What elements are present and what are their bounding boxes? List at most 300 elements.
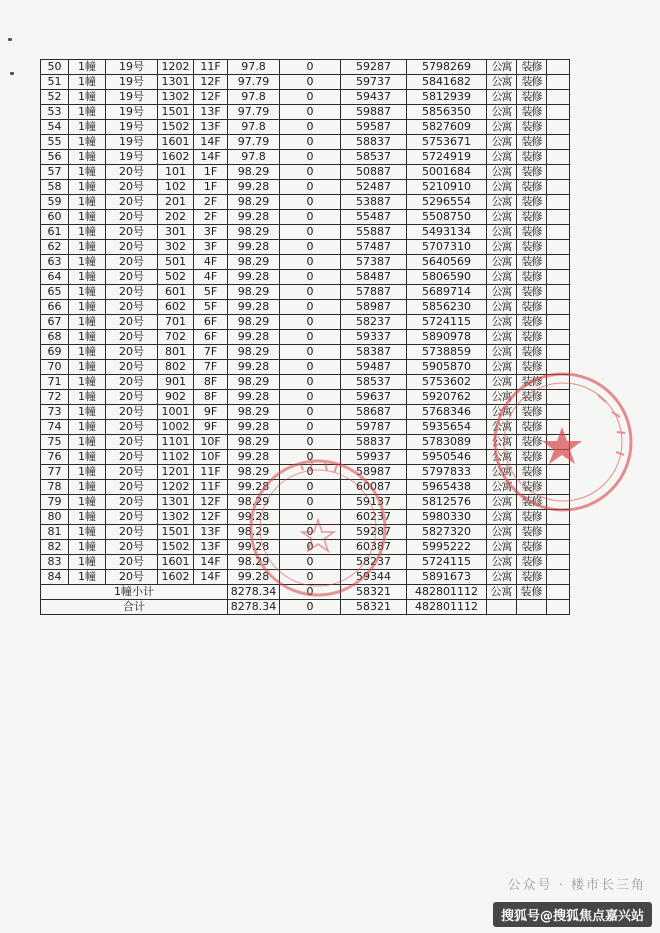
cell-finish: 装修 <box>517 270 547 285</box>
cell-type: 公寓 <box>487 540 517 555</box>
cell-finish: 装修 <box>517 390 547 405</box>
cell-unit-no: 20号 <box>106 495 158 510</box>
table-row <box>41 495 570 510</box>
cell-type: 公寓 <box>487 210 517 225</box>
cell-type: 公寓 <box>487 315 517 330</box>
cell-floor: 4F <box>194 255 228 270</box>
cell-floor: 9F <box>194 420 228 435</box>
cell-total-price: 5798269 <box>407 60 487 75</box>
cell-finish: 装修 <box>517 225 547 240</box>
cell-total-price: 5783089 <box>407 435 487 450</box>
table-cell-empty <box>547 360 570 375</box>
cell-type: 公寓 <box>487 420 517 435</box>
cell-unit-price: 52487 <box>341 180 407 195</box>
cell-total-price: 5738859 <box>407 345 487 360</box>
cell-finish: 装修 <box>517 315 547 330</box>
cell-unit-no: 20号 <box>106 285 158 300</box>
cell-area: 98.29 <box>228 195 280 210</box>
table-cell-empty <box>547 195 570 210</box>
cell-area: 97.8 <box>228 90 280 105</box>
table-cell-empty <box>547 450 570 465</box>
subtotal-price: 58321 <box>341 585 407 600</box>
cell-area: 99.28 <box>228 540 280 555</box>
table-cell-empty <box>547 210 570 225</box>
cell-type: 公寓 <box>487 300 517 315</box>
cell-col7: 0 <box>280 255 341 270</box>
table-cell-empty <box>487 600 517 615</box>
table-cell-empty <box>547 390 570 405</box>
table-row <box>41 270 570 285</box>
cell-finish: 装修 <box>517 405 547 420</box>
cell-room-no: 601 <box>158 285 194 300</box>
cell-row-no: 67 <box>41 315 69 330</box>
table-cell-empty <box>517 600 547 615</box>
cell-building: 1幢 <box>69 195 106 210</box>
cell-unit-price: 59287 <box>341 525 407 540</box>
cell-row-no: 76 <box>41 450 69 465</box>
cell-col7: 0 <box>280 420 341 435</box>
cell-col7: 0 <box>280 300 341 315</box>
cell-col7: 0 <box>280 330 341 345</box>
cell-unit-price: 58837 <box>341 435 407 450</box>
cell-row-no: 70 <box>41 360 69 375</box>
cell-floor: 14F <box>194 135 228 150</box>
cell-finish: 装修 <box>517 555 547 570</box>
cell-unit-price: 59437 <box>341 90 407 105</box>
cell-room-no: 101 <box>158 165 194 180</box>
cell-col7: 0 <box>280 510 341 525</box>
cell-col7: 0 <box>280 270 341 285</box>
cell-room-no: 201 <box>158 195 194 210</box>
cell-total-price: 5001684 <box>407 165 487 180</box>
cell-row-no: 61 <box>41 225 69 240</box>
cell-total-price: 5724919 <box>407 150 487 165</box>
cell-type: 公寓 <box>487 195 517 210</box>
cell-area: 98.29 <box>228 345 280 360</box>
cell-room-no: 701 <box>158 315 194 330</box>
cell-building: 1幢 <box>69 150 106 165</box>
cell-col7: 0 <box>280 555 341 570</box>
cell-finish: 装修 <box>517 525 547 540</box>
cell-floor: 13F <box>194 120 228 135</box>
cell-room-no: 1101 <box>158 435 194 450</box>
cell-unit-price: 59787 <box>341 420 407 435</box>
table-row <box>41 465 570 480</box>
cell-unit-price: 58687 <box>341 405 407 420</box>
cell-type: 公寓 <box>487 105 517 120</box>
cell-finish: 装修 <box>517 300 547 315</box>
cell-unit-price: 59737 <box>341 75 407 90</box>
cell-unit-price: 58537 <box>341 375 407 390</box>
table-row <box>41 555 570 570</box>
cell-building: 1幢 <box>69 60 106 75</box>
cell-col7: 0 <box>280 60 341 75</box>
cell-unit-no: 20号 <box>106 540 158 555</box>
cell-row-no: 73 <box>41 405 69 420</box>
cell-unit-no: 20号 <box>106 330 158 345</box>
cell-finish: 装修 <box>517 90 547 105</box>
cell-building: 1幢 <box>69 225 106 240</box>
cell-finish: 装修 <box>517 450 547 465</box>
cell-finish: 装修 <box>517 120 547 135</box>
cell-type: 公寓 <box>487 555 517 570</box>
cell-row-no: 83 <box>41 555 69 570</box>
subtotal-type: 公寓 <box>487 585 517 600</box>
cell-room-no: 102 <box>158 180 194 195</box>
cell-unit-price: 59637 <box>341 390 407 405</box>
table-cell-empty <box>547 330 570 345</box>
cell-total-price: 5724115 <box>407 555 487 570</box>
table-row <box>41 450 570 465</box>
cell-unit-price: 55487 <box>341 210 407 225</box>
cell-unit-no: 20号 <box>106 210 158 225</box>
cell-total-price: 5806590 <box>407 270 487 285</box>
table-cell-empty <box>547 285 570 300</box>
cell-area: 98.29 <box>228 315 280 330</box>
cell-area: 98.29 <box>228 255 280 270</box>
cell-room-no: 802 <box>158 360 194 375</box>
cell-type: 公寓 <box>487 180 517 195</box>
watermark: 公众号 · 楼市长三角 <box>507 878 646 893</box>
cell-floor: 1F <box>194 165 228 180</box>
cell-floor: 13F <box>194 540 228 555</box>
cell-type: 公寓 <box>487 495 517 510</box>
cell-area: 98.29 <box>228 225 280 240</box>
cell-area: 99.28 <box>228 360 280 375</box>
cell-finish: 装修 <box>517 150 547 165</box>
cell-finish: 装修 <box>517 105 547 120</box>
table-cell-empty <box>547 345 570 360</box>
cell-unit-price: 57387 <box>341 255 407 270</box>
cell-col7: 0 <box>280 90 341 105</box>
table-cell-empty <box>547 255 570 270</box>
cell-building: 1幢 <box>69 90 106 105</box>
cell-col7: 0 <box>280 135 341 150</box>
cell-building: 1幢 <box>69 255 106 270</box>
cell-area: 97.8 <box>228 120 280 135</box>
cell-building: 1幢 <box>69 555 106 570</box>
cell-col7: 0 <box>280 570 341 585</box>
cell-row-no: 60 <box>41 210 69 225</box>
cell-row-no: 53 <box>41 105 69 120</box>
table-row <box>41 345 570 360</box>
cell-building: 1幢 <box>69 360 106 375</box>
cell-building: 1幢 <box>69 120 106 135</box>
scan-speck <box>8 38 12 41</box>
cell-unit-price: 57887 <box>341 285 407 300</box>
cell-area: 99.28 <box>228 330 280 345</box>
subtotal-label: 1幢小计 <box>41 585 228 600</box>
cell-total-price: 5508750 <box>407 210 487 225</box>
cell-unit-no: 20号 <box>106 525 158 540</box>
table-row <box>41 165 570 180</box>
subtotal-row <box>41 585 570 600</box>
cell-finish: 装修 <box>517 75 547 90</box>
cell-col7: 0 <box>280 345 341 360</box>
cell-area: 99.28 <box>228 480 280 495</box>
grand-total-total: 482801112 <box>407 600 487 615</box>
cell-floor: 13F <box>194 525 228 540</box>
table-row <box>41 525 570 540</box>
cell-type: 公寓 <box>487 390 517 405</box>
table-row <box>41 435 570 450</box>
cell-unit-no: 20号 <box>106 165 158 180</box>
cell-floor: 4F <box>194 270 228 285</box>
cell-row-no: 68 <box>41 330 69 345</box>
cell-room-no: 1302 <box>158 90 194 105</box>
table-cell-empty <box>547 240 570 255</box>
cell-finish: 装修 <box>517 345 547 360</box>
cell-unit-price: 59287 <box>341 60 407 75</box>
table-row <box>41 330 570 345</box>
table-row <box>41 375 570 390</box>
cell-area: 99.28 <box>228 180 280 195</box>
cell-area: 98.29 <box>228 465 280 480</box>
cell-area: 97.79 <box>228 105 280 120</box>
cell-finish: 装修 <box>517 135 547 150</box>
cell-building: 1幢 <box>69 480 106 495</box>
cell-row-no: 65 <box>41 285 69 300</box>
cell-col7: 0 <box>280 225 341 240</box>
cell-finish: 装修 <box>517 435 547 450</box>
cell-area: 98.29 <box>228 435 280 450</box>
cell-finish: 装修 <box>517 195 547 210</box>
cell-building: 1幢 <box>69 420 106 435</box>
cell-finish: 装修 <box>517 285 547 300</box>
table-row <box>41 105 570 120</box>
cell-unit-no: 20号 <box>106 180 158 195</box>
cell-col7: 0 <box>280 465 341 480</box>
cell-room-no: 1202 <box>158 60 194 75</box>
cell-finish: 装修 <box>517 330 547 345</box>
cell-unit-no: 19号 <box>106 75 158 90</box>
cell-finish: 装修 <box>517 180 547 195</box>
cell-unit-no: 20号 <box>106 225 158 240</box>
cell-area: 98.29 <box>228 525 280 540</box>
cell-room-no: 1501 <box>158 525 194 540</box>
scan-speck <box>10 72 14 75</box>
cell-area: 99.28 <box>228 300 280 315</box>
cell-row-no: 64 <box>41 270 69 285</box>
cell-total-price: 5640569 <box>407 255 487 270</box>
cell-unit-price: 57487 <box>341 240 407 255</box>
cell-unit-no: 20号 <box>106 315 158 330</box>
cell-room-no: 902 <box>158 390 194 405</box>
table-row <box>41 285 570 300</box>
cell-row-no: 51 <box>41 75 69 90</box>
cell-total-price: 5493134 <box>407 225 487 240</box>
cell-unit-no: 20号 <box>106 375 158 390</box>
grand-total-col7: 0 <box>280 600 341 615</box>
cell-area: 99.28 <box>228 390 280 405</box>
cell-row-no: 58 <box>41 180 69 195</box>
cell-unit-no: 20号 <box>106 390 158 405</box>
cell-row-no: 84 <box>41 570 69 585</box>
cell-total-price: 5812939 <box>407 90 487 105</box>
cell-unit-price: 55887 <box>341 225 407 240</box>
cell-total-price: 5707310 <box>407 240 487 255</box>
cell-floor: 5F <box>194 300 228 315</box>
cell-type: 公寓 <box>487 405 517 420</box>
table-row <box>41 90 570 105</box>
table-body <box>41 60 570 585</box>
table-cell-empty <box>547 300 570 315</box>
cell-building: 1幢 <box>69 300 106 315</box>
cell-row-no: 50 <box>41 60 69 75</box>
cell-total-price: 5689714 <box>407 285 487 300</box>
cell-finish: 装修 <box>517 60 547 75</box>
cell-unit-price: 59344 <box>341 570 407 585</box>
cell-area: 99.28 <box>228 210 280 225</box>
cell-col7: 0 <box>280 480 341 495</box>
cell-area: 99.28 <box>228 240 280 255</box>
cell-finish: 装修 <box>517 570 547 585</box>
cell-floor: 14F <box>194 570 228 585</box>
cell-total-price: 5950546 <box>407 450 487 465</box>
cell-building: 1幢 <box>69 465 106 480</box>
cell-unit-price: 59587 <box>341 120 407 135</box>
cell-room-no: 1301 <box>158 75 194 90</box>
cell-row-no: 57 <box>41 165 69 180</box>
cell-building: 1幢 <box>69 210 106 225</box>
cell-col7: 0 <box>280 240 341 255</box>
cell-col7: 0 <box>280 165 341 180</box>
cell-type: 公寓 <box>487 60 517 75</box>
cell-area: 98.29 <box>228 555 280 570</box>
cell-floor: 8F <box>194 390 228 405</box>
cell-col7: 0 <box>280 150 341 165</box>
cell-col7: 0 <box>280 285 341 300</box>
cell-building: 1幢 <box>69 495 106 510</box>
cell-type: 公寓 <box>487 240 517 255</box>
cell-type: 公寓 <box>487 270 517 285</box>
cell-finish: 装修 <box>517 540 547 555</box>
cell-type: 公寓 <box>487 480 517 495</box>
cell-unit-no: 20号 <box>106 465 158 480</box>
cell-row-no: 62 <box>41 240 69 255</box>
cell-floor: 14F <box>194 555 228 570</box>
table-cell-empty <box>547 60 570 75</box>
cell-room-no: 1502 <box>158 120 194 135</box>
cell-room-no: 1601 <box>158 555 194 570</box>
cell-total-price: 5905870 <box>407 360 487 375</box>
cell-floor: 6F <box>194 330 228 345</box>
cell-floor: 14F <box>194 150 228 165</box>
cell-unit-price: 58237 <box>341 315 407 330</box>
cell-type: 公寓 <box>487 345 517 360</box>
cell-type: 公寓 <box>487 285 517 300</box>
table-cell-empty <box>547 405 570 420</box>
table-row <box>41 150 570 165</box>
subtotal-col7: 0 <box>280 585 341 600</box>
cell-floor: 9F <box>194 405 228 420</box>
cell-unit-no: 19号 <box>106 105 158 120</box>
cell-building: 1幢 <box>69 540 106 555</box>
table-cell-empty <box>547 105 570 120</box>
cell-row-no: 52 <box>41 90 69 105</box>
cell-finish: 装修 <box>517 465 547 480</box>
cell-total-price: 5965438 <box>407 480 487 495</box>
cell-type: 公寓 <box>487 75 517 90</box>
cell-total-price: 5890978 <box>407 330 487 345</box>
cell-total-price: 5856350 <box>407 105 487 120</box>
cell-building: 1幢 <box>69 570 106 585</box>
cell-unit-price: 59937 <box>341 450 407 465</box>
cell-floor: 12F <box>194 495 228 510</box>
cell-type: 公寓 <box>487 135 517 150</box>
table-cell-empty <box>547 375 570 390</box>
cell-floor: 7F <box>194 360 228 375</box>
cell-col7: 0 <box>280 315 341 330</box>
cell-finish: 装修 <box>517 480 547 495</box>
cell-row-no: 78 <box>41 480 69 495</box>
cell-unit-no: 19号 <box>106 150 158 165</box>
cell-floor: 5F <box>194 285 228 300</box>
cell-room-no: 1502 <box>158 540 194 555</box>
table-cell-empty <box>547 555 570 570</box>
cell-total-price: 5935654 <box>407 420 487 435</box>
cell-building: 1幢 <box>69 285 106 300</box>
cell-room-no: 301 <box>158 225 194 240</box>
subtotal-total: 482801112 <box>407 585 487 600</box>
cell-floor: 3F <box>194 225 228 240</box>
cell-building: 1幢 <box>69 405 106 420</box>
cell-total-price: 5768346 <box>407 405 487 420</box>
cell-type: 公寓 <box>487 450 517 465</box>
cell-finish: 装修 <box>517 420 547 435</box>
table-row <box>41 510 570 525</box>
cell-room-no: 502 <box>158 270 194 285</box>
cell-col7: 0 <box>280 210 341 225</box>
cell-floor: 10F <box>194 450 228 465</box>
cell-type: 公寓 <box>487 375 517 390</box>
grand-total-label: 合计 <box>41 600 228 615</box>
price-table <box>40 59 570 615</box>
cell-unit-no: 20号 <box>106 255 158 270</box>
table-cell-empty <box>547 540 570 555</box>
cell-finish: 装修 <box>517 360 547 375</box>
cell-unit-no: 19号 <box>106 135 158 150</box>
cell-unit-no: 20号 <box>106 555 158 570</box>
cell-unit-no: 20号 <box>106 300 158 315</box>
cell-type: 公寓 <box>487 165 517 180</box>
cell-row-no: 81 <box>41 525 69 540</box>
table-cell-empty <box>547 420 570 435</box>
cell-building: 1幢 <box>69 450 106 465</box>
table-row <box>41 360 570 375</box>
cell-building: 1幢 <box>69 510 106 525</box>
table-row <box>41 225 570 240</box>
cell-row-no: 75 <box>41 435 69 450</box>
cell-finish: 装修 <box>517 255 547 270</box>
cell-area: 99.28 <box>228 450 280 465</box>
table-cell-empty <box>547 600 570 615</box>
cell-area: 98.29 <box>228 285 280 300</box>
cell-unit-no: 20号 <box>106 345 158 360</box>
cell-unit-price: 58387 <box>341 345 407 360</box>
cell-total-price: 5753671 <box>407 135 487 150</box>
cell-total-price: 5827320 <box>407 525 487 540</box>
cell-room-no: 1602 <box>158 570 194 585</box>
cell-type: 公寓 <box>487 120 517 135</box>
cell-building: 1幢 <box>69 270 106 285</box>
table-cell-empty <box>547 465 570 480</box>
cell-col7: 0 <box>280 390 341 405</box>
cell-col7: 0 <box>280 435 341 450</box>
table-row <box>41 75 570 90</box>
table-row <box>41 570 570 585</box>
cell-unit-no: 20号 <box>106 360 158 375</box>
